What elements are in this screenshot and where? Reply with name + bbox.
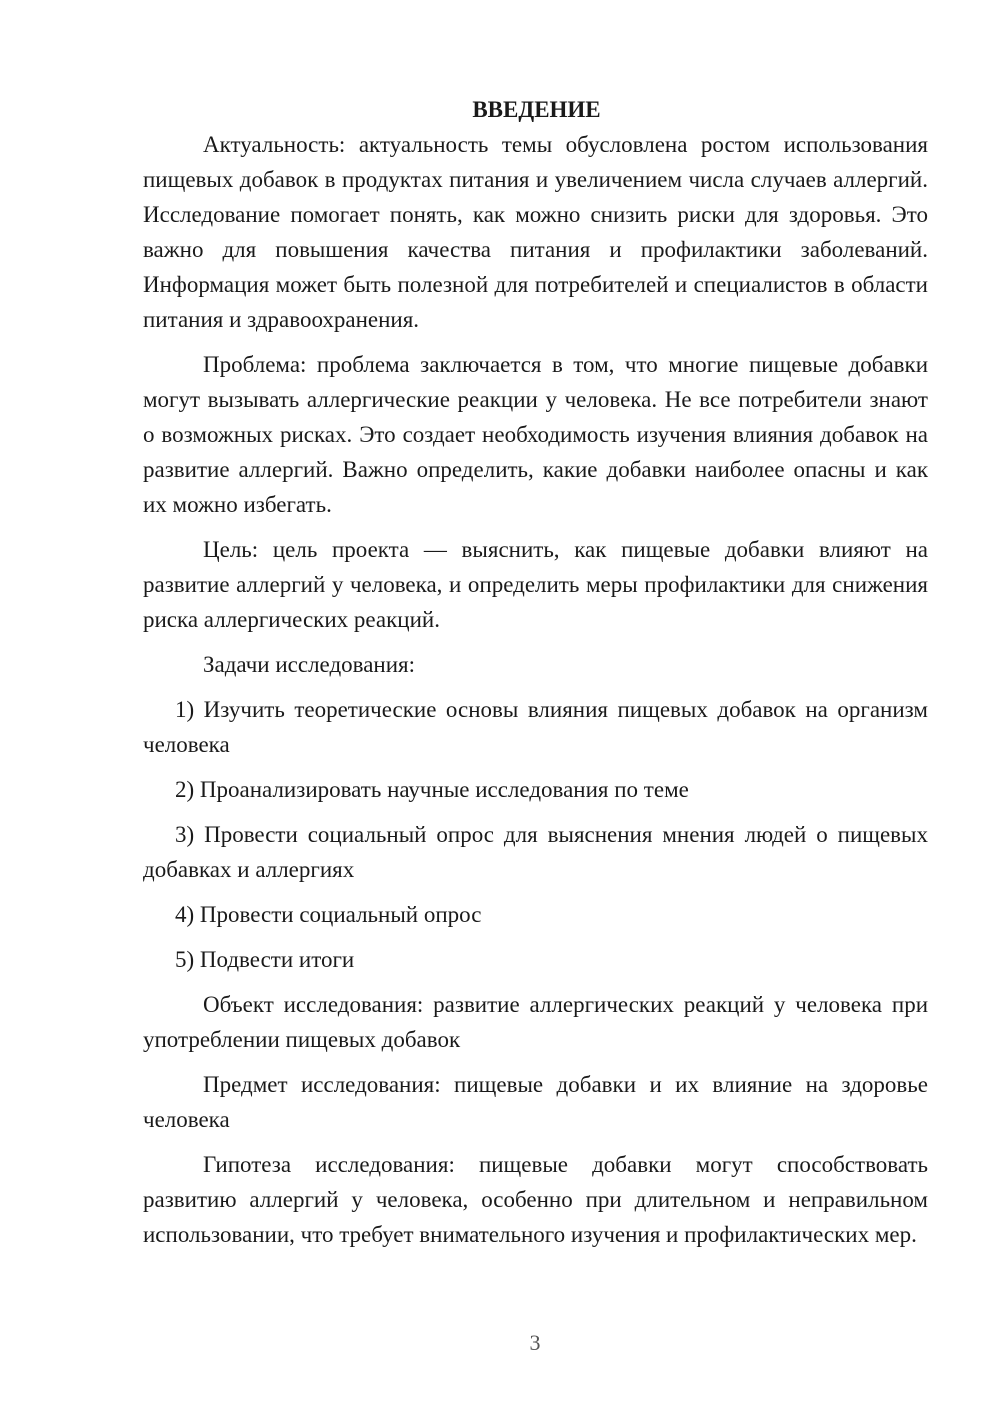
paragraph-hypothesis: Гипотеза исследования: пищевые добавки могут способствовать развитию аллергий у человека, особенно при длительном и неправильном использовании, что требует внимательного изучения и профилактических мер. xyxy=(143,1152,928,1247)
tasks-heading: Задачи исследования: xyxy=(203,652,416,677)
task-item-1: 1) Изучить теоретические основы влияния пищевых добавок на организм человека xyxy=(143,697,928,757)
paragraph-relevance: Актуальность: актуальность темы обусловлена ростом использования пищевых добавок в продуктах питания и увеличением числа случаев аллергий. Исследование помогает понять, как можно снизить риски для здоровья. Это важно для повышения качества питания и профилактики заболеваний. Информация может быть полезной для потребителей и специалистов в области питания и здравоохранения. xyxy=(143,132,928,332)
paragraph-object: Объект исследования: развитие аллергических реакций у человека при употреблении пищевых добавок xyxy=(143,992,928,1052)
task-item-5: 5) Подвести итоги xyxy=(175,947,355,972)
paragraph-subject: Предмет исследования: пищевые добавки и их влияние на здоровье человека xyxy=(143,1072,928,1132)
paragraph-problem: Проблема: проблема заключается в том, что многие пищевые добавки могут вызывать аллергические реакции у человека. Не все потребители знают о возможных рисках. Это создает необходимость изучения влияния добавок на развитие аллергий. Важно определить, какие добавки наиболее опасны и как их можно избегать. xyxy=(143,352,928,517)
page-number: 3 xyxy=(529,1330,541,1355)
paragraph-goal: Цель: цель проекта — выяснить, как пищевые добавки влияют на развитие аллергий у человека, и определить меры профилактики для снижения риска аллергических реакций. xyxy=(143,537,928,632)
document-page xyxy=(143,92,928,1262)
task-item-4: 4) Провести социальный опрос xyxy=(175,902,482,927)
task-item-3: 3) Провести социальный опрос для выяснения мнения людей о пищевых добавках и аллергиях xyxy=(143,822,928,882)
section-title: ВВЕДЕНИЕ xyxy=(472,97,601,122)
task-item-2: 2) Проанализировать научные исследования по теме xyxy=(175,777,689,802)
